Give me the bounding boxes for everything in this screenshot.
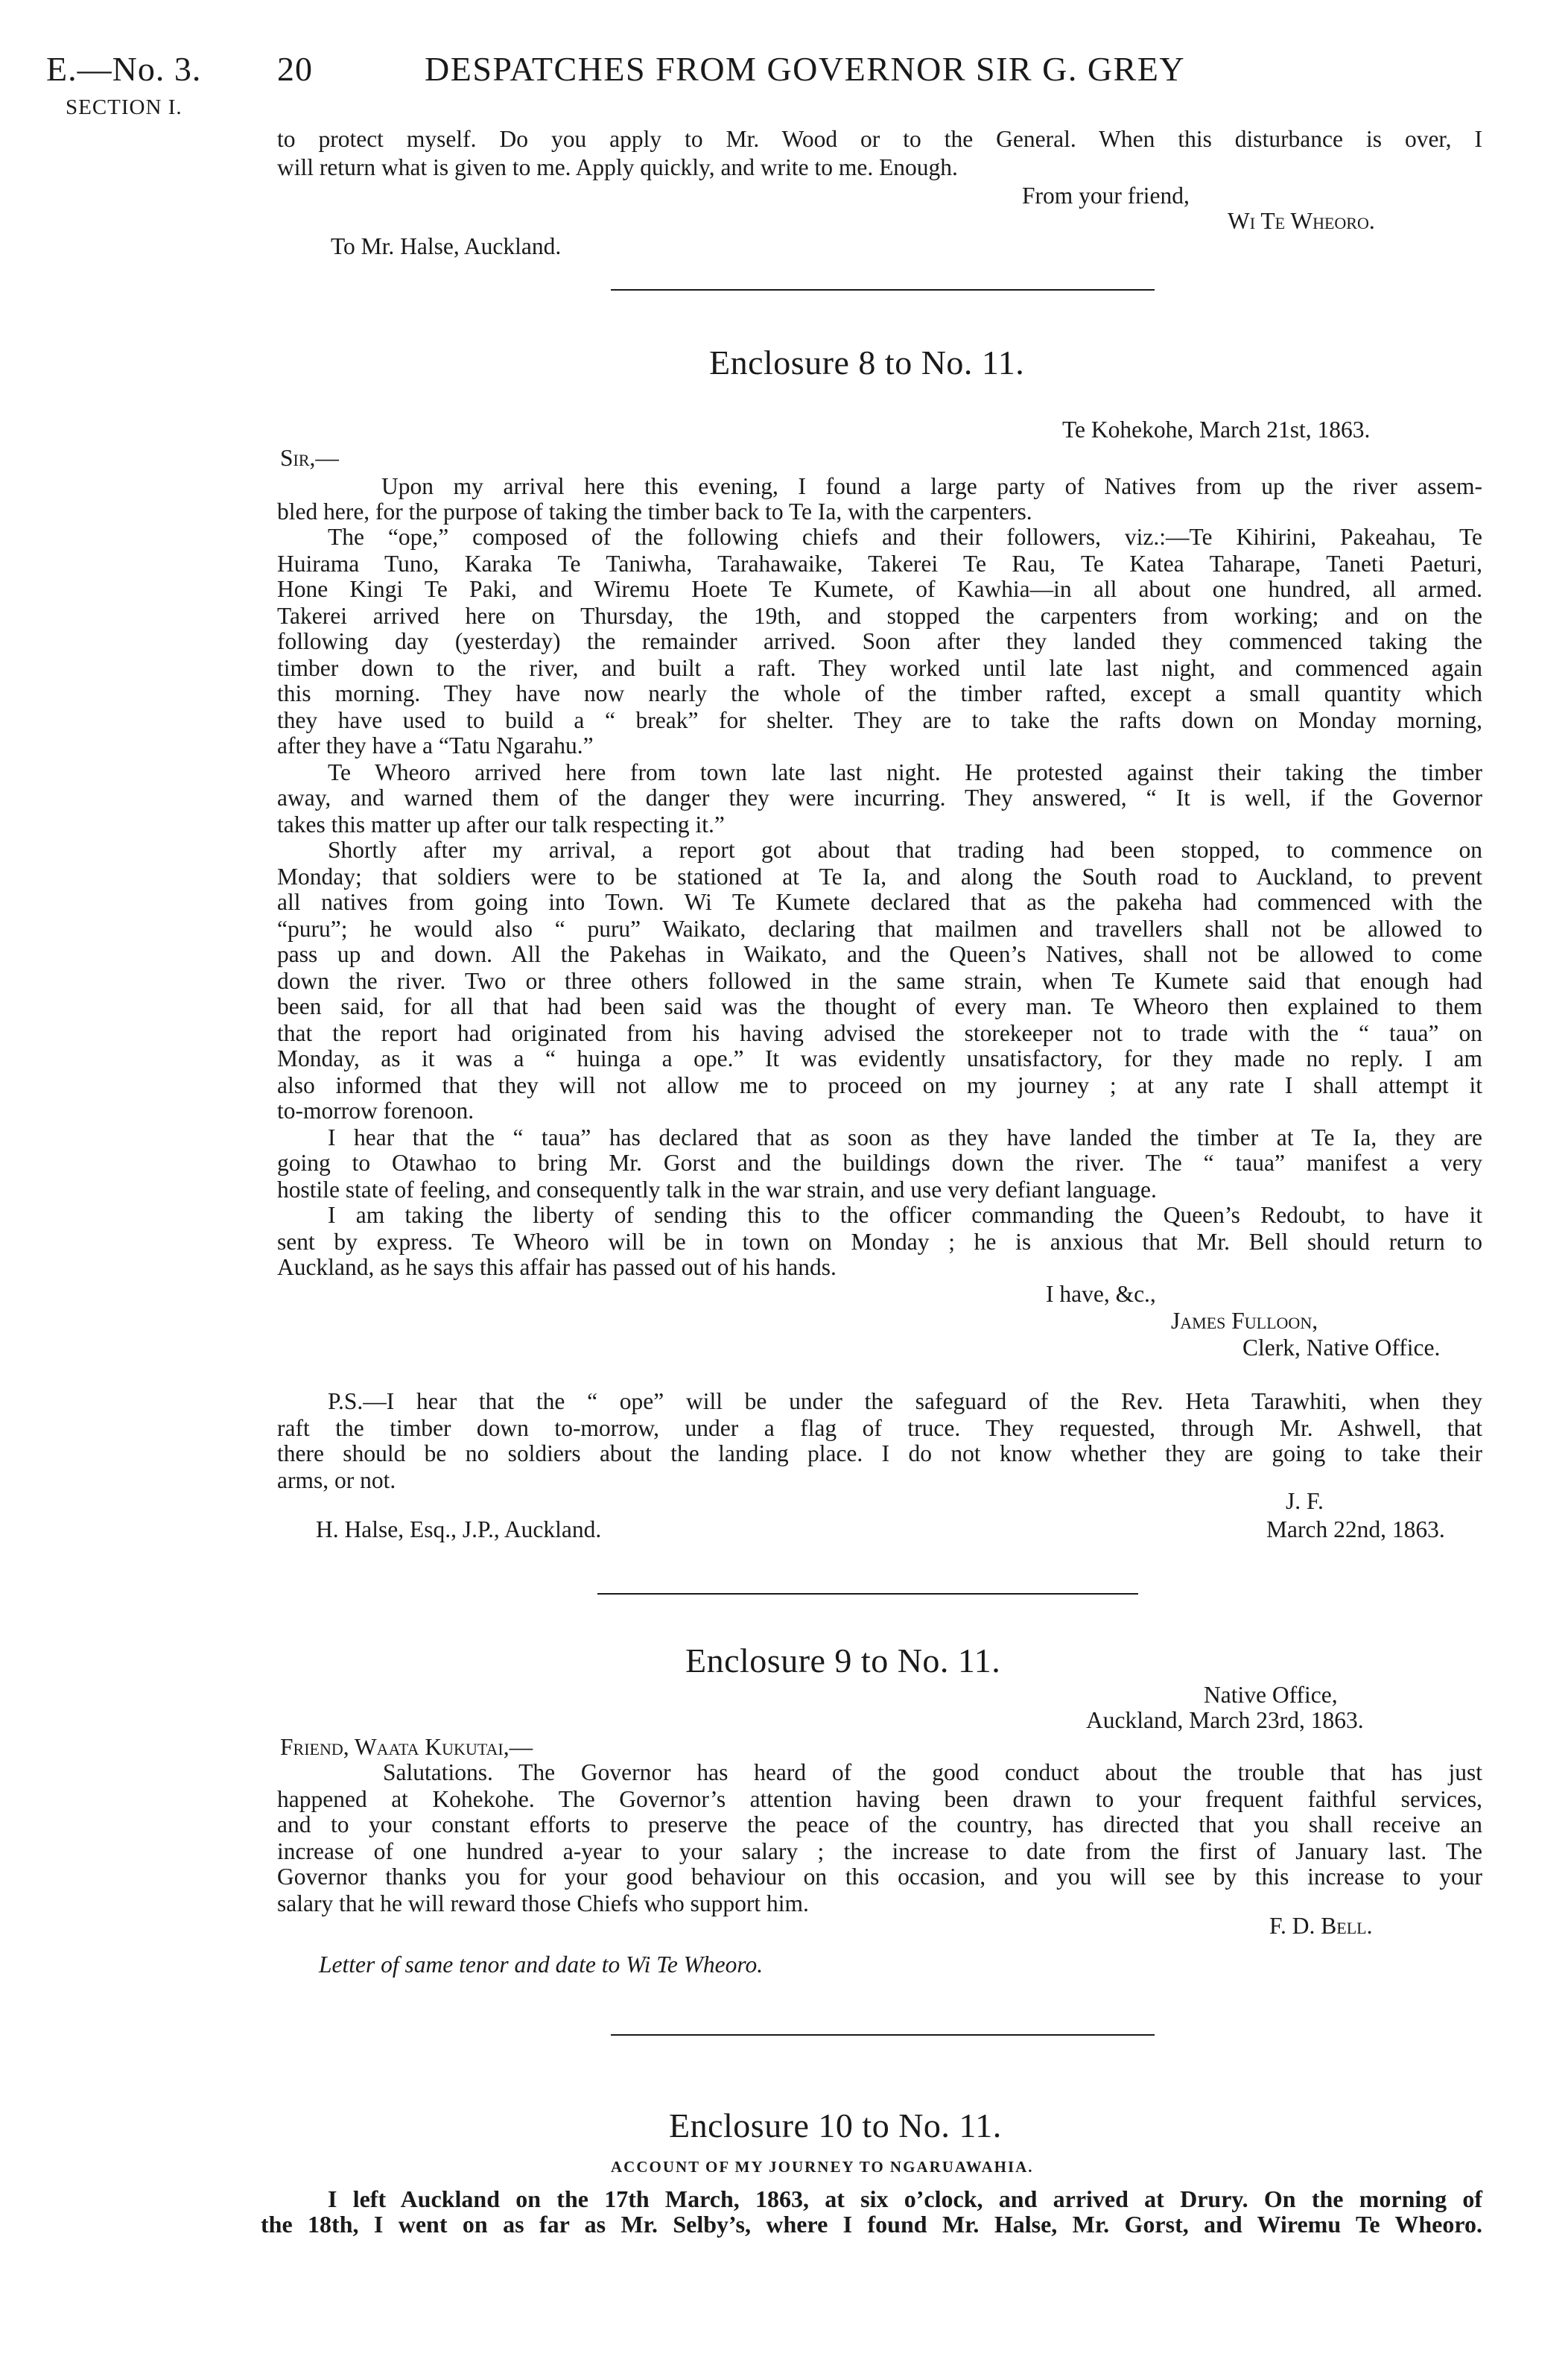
enclosure-8-signature: James Fulloon, xyxy=(1171,1308,1318,1334)
enclosure-8-addressee: H. Halse, Esq., J.P., Auckland. xyxy=(316,1516,602,1542)
body-line: following day (yesterday) the remainder arrived. Soon after they landed they commenced taking the xyxy=(277,628,1482,654)
letter-signature: Wi Te Wheoro. xyxy=(1228,208,1375,234)
body-line: down the river. Two or three others followed in the same strain, when Te Kumete said that enough had xyxy=(277,968,1482,994)
body-line: Te Wheoro arrived here from town late last night. He protested against their taking the timber xyxy=(328,759,1482,785)
ps-initials: J. F. xyxy=(1286,1488,1324,1514)
enclosure-8-closing: I have, &c., xyxy=(1046,1281,1156,1307)
body-line: Takerei arrived here on Thursday, the 19th, and stopped the carpenters from working; and on the xyxy=(277,603,1482,629)
enclosure-9-date: Auckland, March 23rd, 1863. xyxy=(1086,1707,1364,1733)
ps-line: raft the timber down to-morrow, under a flag of truce. They requested, through Mr. Ashwell, that xyxy=(277,1415,1482,1441)
ps-line: arms, or not. xyxy=(277,1467,396,1493)
letter-top-line: will return what is given to me. Apply quickly, and write to me. Enough. xyxy=(277,154,958,180)
ps-line: there should be no soldiers about the landing place. I do not know whether they are going to take their xyxy=(277,1440,1482,1466)
body-line: they have used to build a “ break” for shelter. They are to take the rafts down on Monday morning, xyxy=(277,707,1482,733)
body-line: Monday, as it was a “ huinga a ope.” It was evidently unsatisfactory, for they made no reply. I am xyxy=(277,1045,1482,1071)
body-line: I hear that the “ taua” has declared that as soon as they have landed the timber at Te Ia, they are xyxy=(328,1124,1482,1150)
enclosure-9-note: Letter of same tenor and date to Wi Te Wheoro. xyxy=(319,1951,764,1978)
section-divider xyxy=(611,2034,1155,2036)
enclosure-8-heading: Enclosure 8 to No. 11. xyxy=(709,344,1025,382)
enclosure-9-place: Native Office, xyxy=(1204,1682,1338,1708)
body-line: “puru”; he would also “ puru” Waikato, declaring that mailmen and travellers shall not be allowed to xyxy=(277,916,1482,942)
body-line: Governor thanks you for your good behaviour on this occasion, and you will see by this increase to your xyxy=(277,1864,1482,1890)
body-line: going to Otawhao to bring Mr. Gorst and the buildings down the river. The “ taua” manifest a very xyxy=(277,1150,1482,1176)
enclosure-9-heading: Enclosure 9 to No. 11. xyxy=(685,1642,1001,1680)
body-line: this morning. They have now nearly the whole of the timber rafted, except a small quantity which xyxy=(277,680,1482,706)
enclosure-8-date: Te Kohekohe, March 21st, 1863. xyxy=(1062,417,1371,443)
body-line: Auckland, as he says this affair has passed out of his hands. xyxy=(277,1254,837,1280)
body-line: Shortly after my arrival, a report got about that trading had been stopped, to commence on xyxy=(328,837,1482,863)
body-line: sent by express. Te Wheoro will be in town on Monday ; he is anxious that Mr. Bell should return to xyxy=(277,1229,1482,1255)
body-line: salary that he will reward those Chiefs who support him. xyxy=(277,1890,809,1916)
enclosure-8-signature-title: Clerk, Native Office. xyxy=(1242,1335,1441,1361)
body-line: Upon my arrival here this evening, I found a large party of Natives from up the river assem- xyxy=(381,473,1482,499)
letter-closing: From your friend, xyxy=(1022,183,1190,209)
page-title: DESPATCHES FROM GOVERNOR SIR G. GREY xyxy=(425,50,1186,88)
letter-top-line: to protect myself. Do you apply to Mr. Wood or to the General. When this disturbance is over, I xyxy=(277,126,1482,152)
body-line: and to your constant efforts to preserve the peace of the country, has directed that you shall receive an xyxy=(277,1811,1482,1837)
body-line: away, and warned them of the danger they were incurring. They answered, “ It is well, if the Governor xyxy=(277,785,1482,811)
section-label: SECTION I. xyxy=(66,95,182,119)
body-line: Huirama Tuno, Karaka Te Taniwha, Tarahawaike, Takerei Te Rau, Te Katea Taharape, Taneti Paeturi, xyxy=(277,551,1482,577)
ps-date: March 22nd, 1863. xyxy=(1266,1516,1445,1542)
section-divider xyxy=(611,289,1155,291)
section-divider xyxy=(597,1593,1138,1595)
enclosure-8-salutation: Sir,— xyxy=(280,445,339,471)
paper-reference: E.—No. 3. xyxy=(46,50,202,88)
body-line: The “ope,” composed of the following chiefs and their followers, viz.:—Te Kihirini, Pakeahau, Te xyxy=(328,524,1482,550)
body-line: the 18th, I went on as far as Mr. Selby’s, where I found Mr. Halse, Mr. Gorst, and Wiremu Te Wheoro. xyxy=(261,2211,1482,2238)
body-line: I am taking the liberty of sending this to the officer commanding the Queen’s Redoubt, to have it xyxy=(328,1202,1482,1228)
body-line: Monday; that soldiers were to be stationed at Te Ia, and along the South road to Auckland, to prevent xyxy=(277,864,1482,890)
body-line: timber down to the river, and built a raft. They worked until late last night, and commenced again xyxy=(277,655,1482,681)
body-line: takes this matter up after our talk respecting it.” xyxy=(277,811,725,838)
enclosure-9-signature: F. D. Bell. xyxy=(1269,1913,1373,1939)
body-line: that the report had originated from his having advised the storekeeper not to trade with the “ taua” on xyxy=(277,1020,1482,1046)
enclosure-9-salutation: Friend, Waata Kukutai,— xyxy=(280,1734,533,1760)
body-line: also informed that they will not allow me to proceed on my journey ; at any rate I shall attempt it xyxy=(277,1072,1482,1098)
enclosure-10-heading: Enclosure 10 to No. 11. xyxy=(669,2106,1002,2144)
body-line: happened at Kohekohe. The Governor’s attention having been drawn to your frequent faithful services, xyxy=(277,1786,1482,1812)
body-line: been said, for all that had been said was the thought of every man. Te Wheoro then explained to them xyxy=(277,993,1482,1019)
letter-addressee: To Mr. Halse, Auckland. xyxy=(331,233,562,259)
body-line: to-morrow forenoon. xyxy=(277,1098,474,1124)
body-line: Hone Kingi Te Paki, and Wiremu Hoete Te Kumete, of Kawhia—in all about one hundred, all armed. xyxy=(277,576,1482,602)
body-line: bled here, for the purpose of taking the timber back to Te Ia, with the carpenters. xyxy=(277,498,1032,525)
body-line: all natives from going into Town. Wi Te Kumete declared that as the pakeha had commenced with the xyxy=(277,889,1482,915)
body-line: after they have a “Tatu Ngarahu.” xyxy=(277,732,594,759)
ps-line: P.S.—I hear that the “ ope” will be under the safeguard of the Rev. Heta Tarawhiti, when they xyxy=(328,1388,1482,1414)
body-line: increase of one hundred a-year to your salary ; the increase to date from the first of January last. The xyxy=(277,1838,1482,1864)
body-line: pass up and down. All the Pakehas in Waikato, and the Queen’s Natives, shall not be allowed to come xyxy=(277,941,1482,967)
enclosure-10-subheading: ACCOUNT OF MY JOURNEY TO NGARUAWAHIA. xyxy=(611,2158,1034,2176)
body-line: I left Auckland on the 17th March, 1863, at six o’clock, and arrived at Drury. On the morning of xyxy=(328,2185,1482,2212)
body-line: hostile state of feeling, and consequently talk in the war strain, and use very defiant language. xyxy=(277,1177,1157,1203)
page-number: 20 xyxy=(277,50,313,88)
body-line: Salutations. The Governor has heard of the good conduct about the trouble that has just xyxy=(383,1759,1482,1785)
